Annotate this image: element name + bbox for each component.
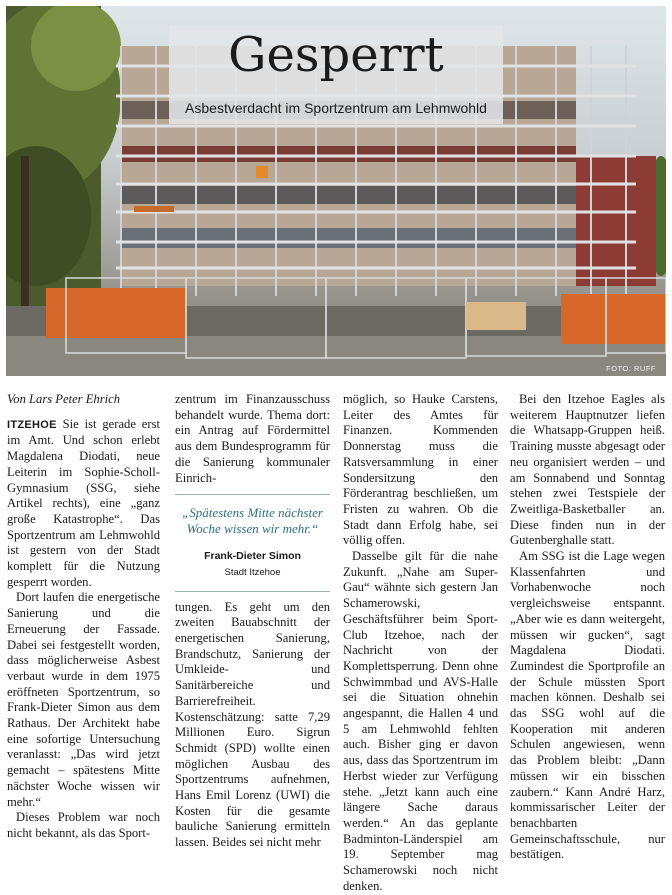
article-column-1 — [7, 392, 160, 842]
pull-quote — [175, 494, 330, 591]
article-column-3 — [343, 392, 498, 895]
paragraph: Dasselbe gilt für die nahe Zukunft. „Nahe am Super-Gau“ wähnte sich gestern Jan Schamerowski, Geschäftsführer beim Sport-Club Itzehoe, nach der Nachricht von der Komplettsperrung. Denn ohne Schwimmbad und AVS-Halle sei die Situation ohnehin angespannt, die Hallen 4 und 5 am Lehmwohld fehlten auch. Bisher ging er davon aus, dass das Sportzentrum im Herbst wieder zur Verfügung stehe. „Jetzt kann auch eine längere Sache daraus werden.“ An das geplante Badminton-Länderspiel am 19. September mag Schamerowski noch nicht denken. — [343, 549, 498, 893]
dateline: ITZEHOE — [7, 418, 57, 431]
paragraph: Bei den Itzehoe Eagles als weiterem Hauptnutzer liefen die Whatsapp-Gruppen heiß. Training musste abgesagt oder neu organisiert werden – und am Sonnabend und Sonntag stehen zwei Testspiele der Zweitliga-Basketballer an. Diese finden nun in der Gutenberghalle statt. — [510, 392, 665, 548]
paragraph: Am SSG ist die Lage wegen Klassenfahrten und Vorhabenwoche noch vergleichsweise entspannt. „Aber wie es dann weitergeht, müssen wir gucken“, sagt Magdalena Diodati. Zumindest die Sportprofile an der Schule müssten Sport machen können. Deshalb sei das SSG wohl auf die Kooperation mit anderen Schulen angewiesen, wenn das Problem bleibt: „Dann müssen wir ein bisschen zaubern.“ Kann André Harz, kommissarischer Leiter der benachbarten Gemeinschaftsschule, nur bestätigen. — [510, 549, 665, 862]
paragraph: Dort laufen die energetische Sanierung und die Erneuerung der Fassade. Dabei sei festgestellt worden, dass möglicherweise Asbest verbaut wurde in dem 1975 eröffneten Sportzentrum, so Frank-Dieter Simon aus dem Rathaus. Der Architekt habe eine sofortige Untersuchung veranlasst: „Das wird jetzt gemacht – spätestens Mitte nächster Woche wissen wir mehr.“ — [7, 590, 160, 809]
paragraph: möglich, so Hauke Carstens, Leiter des Amtes für Finanzen. Kommenden Donnerstag muss die Ratsversammlung in einer Sondersitzung den Förderantrag beschließen, um Fristen zu wahren. Ob die Stadt dann Erfolg habe, sei völlig offen. — [343, 392, 498, 548]
paragraph: zentrum im Finanzausschuss behandelt wurde. Thema dort: ein Antrag auf Fördermittel aus dem Bundesprogramm für die Sanierung kommunaler Einrich- — [175, 392, 330, 485]
paragraph-text: Sie ist gerade erst im Amt. Und schon erlebt Magdalena Diodati, neue Leiterin im Sophie-Scholl-Gymnasium (SSG, siehe Artikel rechts), eine „ganz große Katastrophe“. Das Sportzentrum am Lehmwohld ist gestern von der Stadt komplett für die Nutzung gesperrt worden. — [7, 416, 160, 589]
headline: Gesperrt — [228, 27, 444, 83]
article-column-2 — [175, 392, 330, 851]
quote-text: „Spätestens Mitte nächster Woche wissen wir mehr.“ — [182, 505, 323, 537]
article-column-4 — [510, 392, 665, 863]
article-photo — [6, 6, 666, 376]
photo-credit: FOTO: RUFF — [606, 364, 656, 373]
paragraph: tungen. Es geht um den zweiten Bauabschnitt der energetischen Sanierung, Brandschutz, Sanierung der Umkleide- und Sanitärbereiche und Barrierefreiheit. Kostenschätzung: satte 7,29 Millionen Euro. Sigrun Schmidt (SPD) wollte einen möglichen Ausbau des Sportzentrums aufnehmen, Hans Emil Lorenz (UWI) die Kosten für die gesamte bauliche Sanierung ermitteln lassen. Beides sei nicht mehr — [175, 599, 330, 850]
quote-author: Frank-Dieter Simon — [204, 550, 301, 563]
paragraph — [7, 417, 160, 591]
subheadline: Asbestverdacht im Sportzentrum am Lehmwohld — [185, 100, 487, 116]
byline: Von Lars Peter Ehrich — [7, 392, 120, 406]
paragraph: Dieses Problem war noch nicht bekannt, als das Sport- — [7, 810, 160, 840]
quote-author-role: Stadt Itzehoe — [224, 566, 281, 578]
